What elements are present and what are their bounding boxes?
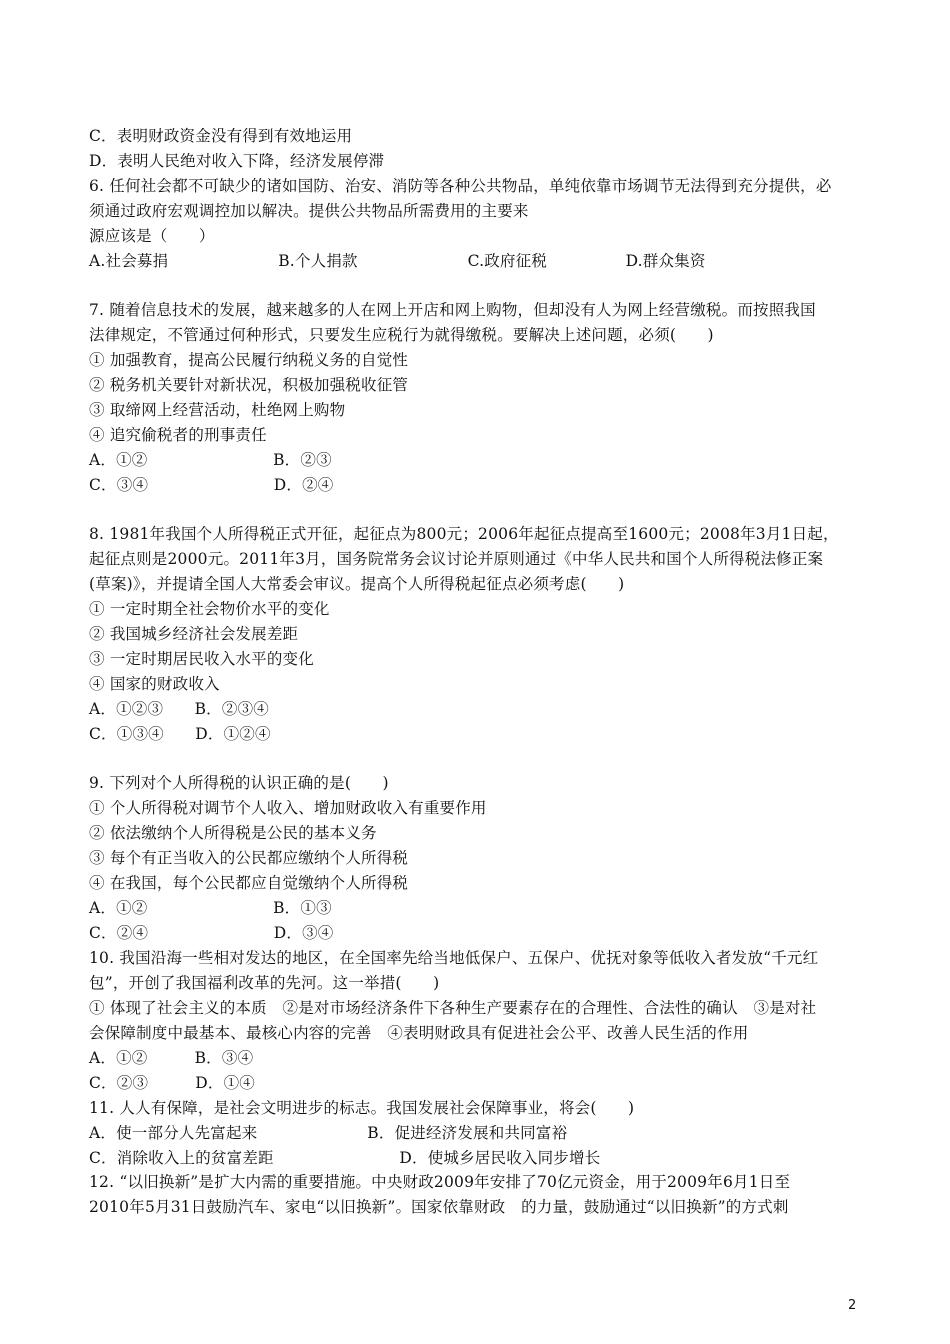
text-line: ① 加强教育，提高公民履行纳税义务的自觉性 xyxy=(89,351,409,369)
text-line: 7. 随着信息技术的发展，越来越多的人在网上开店和网上购物，但却没有人为网上经营缴税。而按照我国 xyxy=(89,301,816,319)
text-line: ① 个人所得税对调节个人收入、增加财政收入有重要作用 xyxy=(89,799,487,817)
text-line: 会保障制度中最基本、最核心内容的完善 ④表明财政具有促进社会公平、改善人民生活的作用 xyxy=(89,1024,749,1042)
text-line: 包”，开创了我国福利改革的先河。这一举措( ) xyxy=(89,974,440,992)
text-line: ② 依法缴纳个人所得税是公民的基本义务 xyxy=(89,824,377,842)
text-line: C．③④ D．②④ xyxy=(89,476,334,494)
text-line: 源应该是（ ） xyxy=(89,227,215,245)
text-line: A．①② B．②③ xyxy=(89,451,332,469)
text-line: A.社会募捐 B.个人捐款 C.政府征税 D.群众集资 xyxy=(89,252,706,270)
text-line: ④ 在我国，每个公民都应自觉缴纳个人所得税 xyxy=(89,874,409,892)
text-line: ④ 国家的财政收入 xyxy=(89,675,220,693)
text-line: A．①② B．③④ xyxy=(89,1049,254,1067)
text-line: A．①② B．①③ xyxy=(89,899,332,917)
text-line: ③ 取缔网上经营活动，杜绝网上购物 xyxy=(89,401,346,419)
text-line: 起征点则是2000元。2011年3月，国务院常务会议讨论并原则通过《中华人民共和国个人所得税法修正案 xyxy=(89,550,824,568)
text-line: 8. 1981年我国个人所得税正式开征，起征点为800元；2006年起征点提高至1600元；2008年3月1日起， xyxy=(89,525,839,543)
text-line: 2010年5月31日鼓励汽车、家电“以旧换新”。国家依靠财政 的力量，鼓励通过“以旧换新”的方式刺 xyxy=(89,1198,789,1216)
text-line: ① 一定时期全社会物价水平的变化 xyxy=(89,600,330,618)
text-line: A．使一部分人先富起来 B．促进经济发展和共同富裕 xyxy=(89,1124,568,1142)
text-line: ③ 每个有正当收入的公民都应缴纳个人所得税 xyxy=(89,849,409,867)
text-line: 须通过政府宏观调控加以解决。提供公共物品所需费用的主要来 xyxy=(89,202,529,220)
text-line: 10. 我国沿海一些相对发达的地区，在全国率先给当地低保户、五保户、优抚对象等低收入者发放“千元红 xyxy=(89,949,819,967)
text-line: C．①③④ D．①②④ xyxy=(89,725,271,743)
text-line: 11. 人人有保障，是社会文明进步的标志。我国发展社会保障事业，将会( ) xyxy=(89,1099,635,1117)
text-line: A．①②③ B．②③④ xyxy=(89,700,269,718)
text-line: ② 我国城乡经济社会发展差距 xyxy=(89,625,299,643)
text-line: (草案)》，并提请全国人大常委会审议。提高个人所得税起征点必须考虑( ) xyxy=(89,575,625,593)
text-line: C．②④ D．③④ xyxy=(89,924,334,942)
text-line: ④ 追究偷税者的刑事责任 xyxy=(89,426,267,444)
text-line: ③ 一定时期居民收入水平的变化 xyxy=(89,650,314,668)
text-line: C．②③ D．①④ xyxy=(89,1074,255,1092)
text-line: ① 体现了社会主义的本质 ②是对市场经济条件下各种生产要素存在的合理性、合法性的确认 ③是对社 xyxy=(89,999,817,1017)
text-line: D．表明人民绝对收入下降，经济发展停滞 xyxy=(89,152,385,170)
text-line: C．表明财政资金没有得到有效地运用 xyxy=(89,127,353,145)
page-number: 2 xyxy=(848,1298,857,1313)
text-line: 12. “以旧换新”是扩大内需的重要措施。中央财政2009年安排了70亿元资金，用于2009年6月1日至 xyxy=(89,1173,791,1191)
text-line: 9. 下列对个人所得税的认识正确的是( ) xyxy=(89,774,389,792)
text-line: C．消除收入上的贫富差距 D．使城乡居民收入同步增长 xyxy=(89,1149,601,1167)
text-line: 6. 任何社会都不可缺少的诸如国防、治安、消防等各种公共物品，单纯依靠市场调节无法得到充分提供，必 xyxy=(89,177,832,195)
text-line: ② 税务机关要针对新状况，积极加强税收征管 xyxy=(89,376,409,394)
text-line: 法律规定，不管通过何种形式，只要发生应税行为就得缴税。要解决上述问题，必须( ) xyxy=(89,326,714,344)
